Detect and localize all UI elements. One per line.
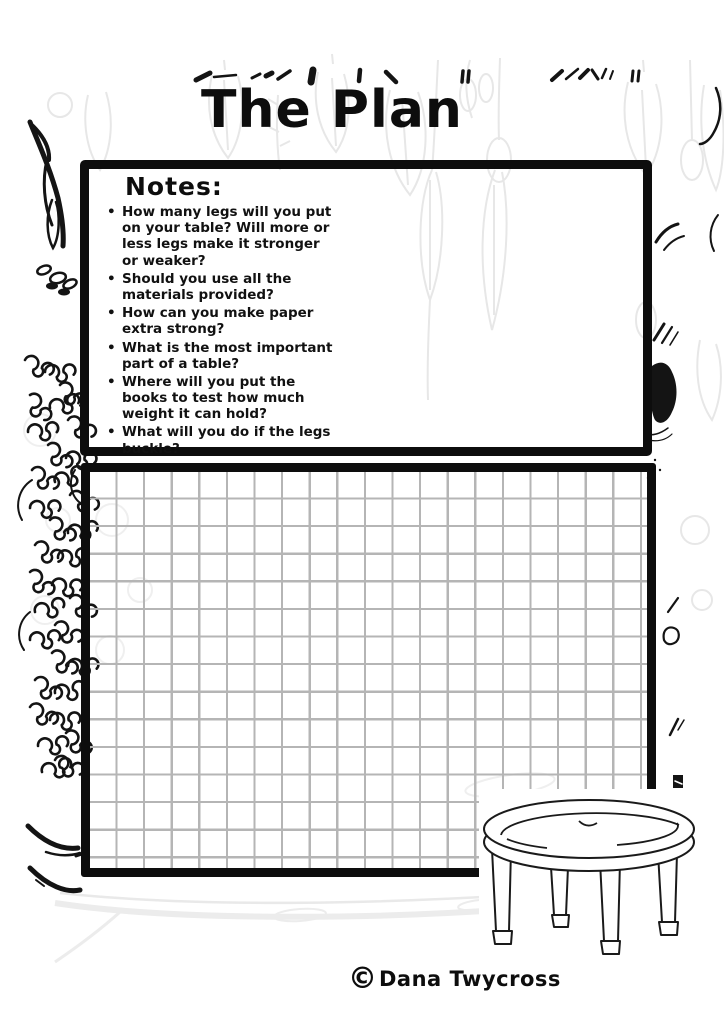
- branch-sketch-icon: [30, 122, 78, 296]
- table-illustration: [479, 789, 724, 969]
- notes-bullet-item: • Should you use all the materials provided?: [105, 271, 333, 303]
- round-table-icon: [479, 789, 724, 969]
- notes-bullet-item: • How can you make paper extra strong?: [105, 305, 333, 337]
- credit: [348, 961, 561, 995]
- notes-bullet-item: • What is the most important part of a table?: [105, 340, 333, 372]
- notes-box: [80, 160, 652, 456]
- page-title: The Plan: [201, 80, 463, 140]
- author-name: Dana Twycross: [379, 966, 561, 991]
- notes-bullet-item: • Where will you put the books to test how much weight it can hold?: [105, 374, 333, 423]
- copyright-icon: ©: [348, 961, 377, 995]
- notes-bullet-item: • What will you do if the legs buckle?: [105, 424, 333, 456]
- notes-list: [105, 204, 333, 457]
- notes-heading: Notes:: [125, 172, 223, 201]
- branch-fragment-icon: [28, 826, 82, 891]
- notes-bullet-item: • How many legs will you put on your table? Will more or less legs make it stronger or weaker?: [105, 204, 333, 269]
